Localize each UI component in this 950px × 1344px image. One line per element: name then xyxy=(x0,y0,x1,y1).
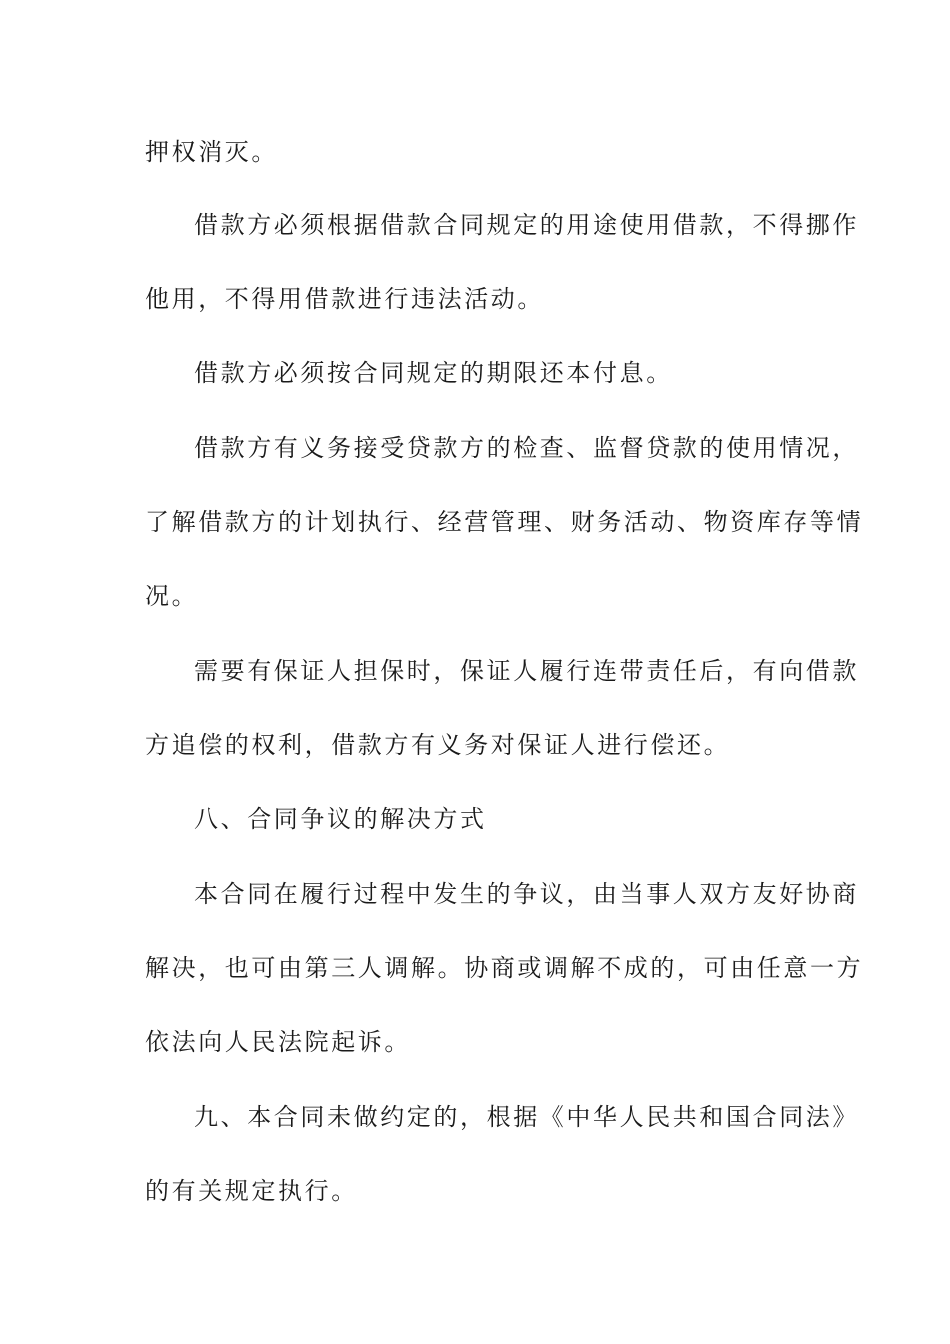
text-line: 押权消灭。 xyxy=(145,138,278,166)
paragraph-first-line: 借款方必须根据借款合同规定的用途使用借款，不得挪作 xyxy=(194,211,859,239)
section-heading: 八、合同争议的解决方式 xyxy=(194,805,487,833)
text-line: 他用，不得用借款进行违法活动。 xyxy=(145,285,544,313)
paragraph-first-line: 借款方必须按合同规定的期限还本付息。 xyxy=(194,359,673,387)
text-line: 解决，也可由第三人调解。协商或调解不成的，可由任意一方 xyxy=(145,954,864,982)
paragraph-first-line: 借款方有义务接受贷款方的检查、监督贷款的使用情况， xyxy=(194,434,859,462)
text-line: 的有关规定执行。 xyxy=(145,1177,358,1205)
text-line: 了解借款方的计划执行、经营管理、财务活动、物资库存等情 xyxy=(145,508,864,536)
section-heading: 九、本合同未做约定的，根据《中华人民共和国合同法》 xyxy=(194,1103,859,1131)
text-line: 况。 xyxy=(145,582,199,610)
text-line: 依法向人民法院起诉。 xyxy=(145,1028,411,1056)
text-line: 方追偿的权利，借款方有义务对保证人进行偿还。 xyxy=(145,731,731,759)
paragraph-first-line: 需要有保证人担保时，保证人履行连带责任后，有向借款 xyxy=(194,657,859,685)
paragraph-first-line: 本合同在履行过程中发生的争议，由当事人双方友好协商 xyxy=(194,880,859,908)
